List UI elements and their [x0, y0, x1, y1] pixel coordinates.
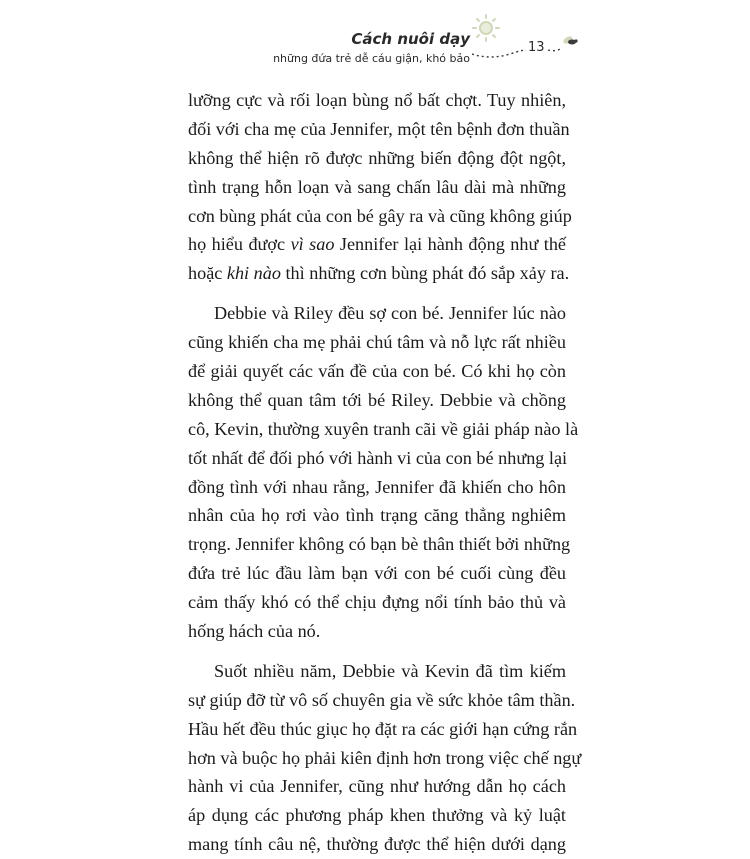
text-line: hành vi của Jennifer, cũng như hướng dẫn họ cách	[188, 776, 566, 797]
text-line: hống hách của nó.	[188, 621, 321, 642]
text-line: cảm thấy khó có thể chịu đựng nổi tính bảo thủ và	[188, 592, 566, 613]
text-line: mang tính câu nệ, thường được thể hiện dưới dạng	[188, 834, 566, 855]
paragraph	[188, 299, 579, 646]
book-title: Cách nuôi dạy	[351, 30, 470, 48]
text-line: cũng khiến cha mẹ phải chú tâm và nỗ lực rất nhiều	[188, 332, 566, 353]
text-segment: thì những cơn bùng phát đó sắp xảy ra.	[280, 263, 570, 284]
paragraph	[188, 86, 572, 288]
sun-icon	[473, 15, 499, 41]
text-line: Suốt nhiều năm, Debbie và Kevin đã tìm kiếm	[214, 660, 566, 681]
text-segment: hoặc	[188, 263, 227, 284]
dotted-path-icon	[472, 48, 562, 57]
text-line: Hầu hết đều thúc giục họ đặt ra các giới hạn cứng rắn	[188, 718, 578, 739]
running-header	[270, 30, 470, 67]
text-line: sự giúp đỡ từ vô số chuyên gia về sức khỏe tâm thần.	[188, 689, 576, 710]
text-line: tình trạng hỗn loạn và sang chấn lâu dài mà những	[188, 176, 566, 197]
firefly-icon	[562, 35, 577, 45]
body-text	[188, 86, 582, 859]
text-line: hơn và buộc họ phải kiên định hơn trong việc chế ngự	[188, 747, 582, 768]
book-subtitle: những đứa trẻ dễ cáu giận, khó bảo	[273, 52, 470, 65]
text-line: áp dụng các phương pháp khen thưởng và kỷ luật	[188, 805, 566, 826]
text-line: không thể quan tâm tới bé Riley. Debbie và chồng	[188, 389, 566, 410]
text-line: đối với cha mẹ của Jennifer, một tên bệnh đơn thuần	[188, 118, 570, 139]
emphasis-text: khi nào	[226, 263, 281, 284]
paragraph	[188, 657, 582, 859]
text-line	[188, 259, 570, 288]
text-line: trọng. Jennifer không có bạn bè thân thiết bởi những	[188, 534, 571, 555]
text-line	[188, 230, 566, 259]
text-line: đứa trẻ lúc đầu làm bạn với con bé cuối cùng đều	[188, 563, 566, 584]
text-segment: họ hiểu được	[188, 234, 291, 255]
text-line: đồng tình với nhau rằng, Jennifer đã khiến cho hôn	[188, 476, 566, 497]
text-line: không thể hiện rõ được những biến động đột ngột,	[188, 147, 566, 168]
text-segment: Jennifer lại hành động như thế	[334, 234, 566, 255]
text-line: cơn bùng phát của con bé gây ra và cũng không giúp	[188, 205, 572, 226]
text-line: nhân của họ rơi vào tình trạng căng thẳng nghiêm	[188, 505, 566, 526]
emphasis-text: vì sao	[290, 234, 335, 255]
text-line: lưỡng cực và rối loạn bùng nổ bất chợt. Tuy nhiên,	[188, 90, 566, 110]
text-line: Debbie và Riley đều sợ con bé. Jennifer lúc nào	[214, 303, 566, 324]
text-line: để giải quyết các vấn đề của con bé. Có khi họ còn	[188, 361, 566, 382]
text-line: cô, Kevin, thường xuyên tranh cãi về giải pháp nào là	[188, 418, 579, 439]
page-number: 13	[528, 40, 545, 55]
text-line: tốt nhất để đối phó với hành vi của con bé nhưng lại	[188, 447, 568, 468]
